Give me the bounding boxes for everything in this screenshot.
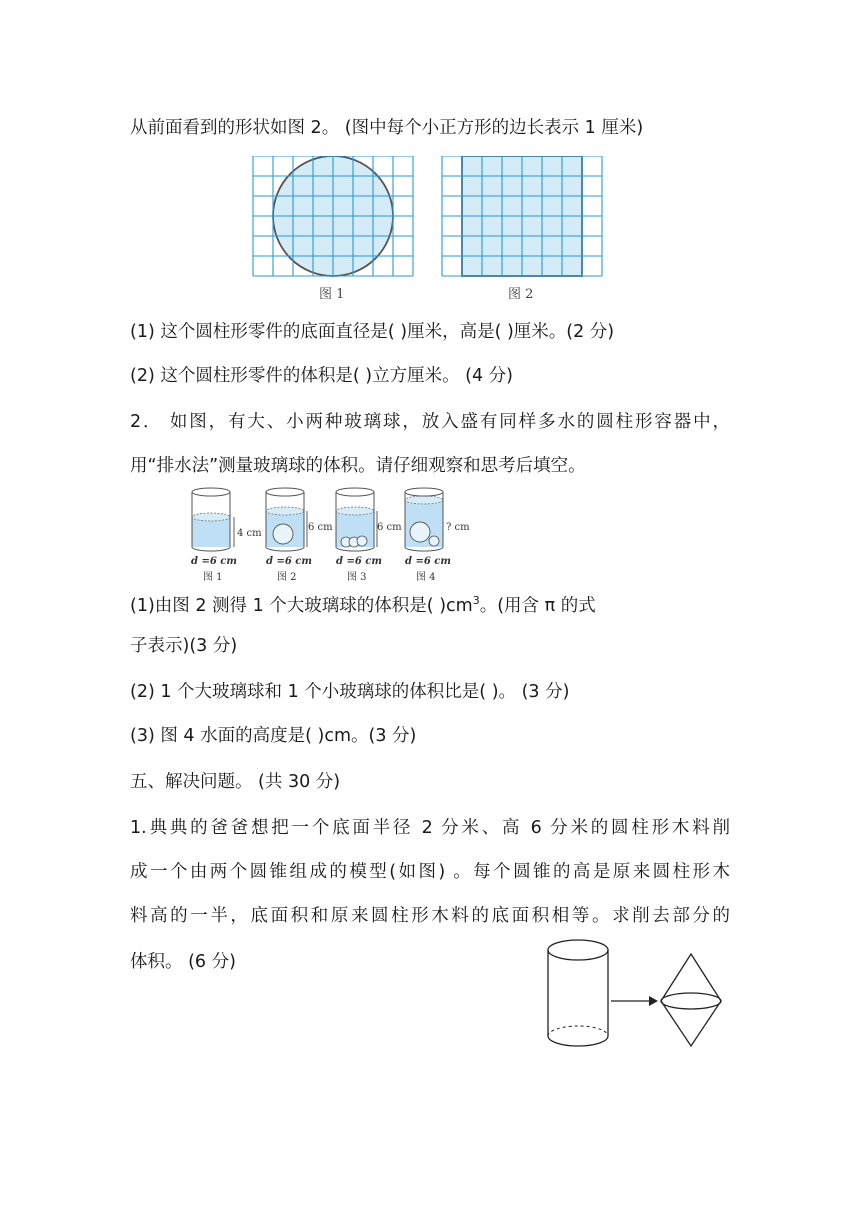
cylinder-to-cones-figure — [540, 934, 730, 1054]
text-front-view: 从前面看到的形状如图 2。 (图中每个小正方形的边长表示 1 厘米) — [130, 118, 644, 138]
figure-2-square-grid — [442, 156, 602, 302]
question-2-1-line-a — [130, 589, 596, 618]
problem-1-line-c: 料高的一半，底面积和原来圆柱形木料的底面积相等。求削去部分的 — [130, 906, 730, 926]
question-1-2: (2) 这个圆柱形零件的体积是( )立方厘米。 (4 分) — [130, 366, 513, 386]
beaker-1 — [191, 488, 262, 583]
beaker-2-height: 6 cm — [308, 522, 333, 533]
grid-figures — [250, 156, 610, 306]
question-2-line-b: 用“排水法”测量玻璃球的体积。请仔细观察和思考后填空。 — [130, 456, 586, 476]
beaker-4 — [405, 488, 470, 583]
beakers-figure — [186, 484, 486, 584]
beaker-1-diameter: d =6 cm — [191, 556, 237, 567]
beaker-1-caption: 图 1 — [203, 572, 223, 583]
question-2-1-pre: (1)由图 2 测得 1 个大玻璃球的体积是( )cm — [130, 595, 473, 616]
figure-2-caption: 图 2 — [508, 287, 534, 302]
question-2-2: (2) 1 个大玻璃球和 1 个小玻璃球的体积比是( )。 (3 分) — [130, 682, 570, 702]
section-5-heading: 五、解决问题。 (共 30 分) — [130, 772, 341, 792]
beaker-2-caption: 图 2 — [277, 572, 297, 583]
beaker-3-height: 6 cm — [377, 522, 402, 533]
figure-1-caption: 图 1 — [319, 287, 345, 302]
cubic-exponent: 3 — [472, 594, 480, 607]
arrow-icon — [611, 996, 658, 1006]
question-2-1-line-b: 子表示)(3 分) — [130, 636, 238, 656]
beaker-2-diameter: d =6 cm — [266, 556, 312, 567]
beaker-3-caption: 图 3 — [347, 572, 367, 583]
beaker-4-caption: 图 4 — [416, 572, 436, 583]
beaker-2 — [266, 488, 333, 583]
question-2-3: (3) 图 4 水面的高度是( )cm。(3 分) — [130, 726, 417, 746]
beaker-4-height: ? cm — [446, 522, 470, 533]
beaker-3 — [336, 488, 402, 583]
question-2-line-a: 2． 如图，有大、小两种玻璃球，放入盛有同样多水的圆柱形容器中， — [130, 412, 730, 432]
beaker-1-height: 4 cm — [237, 528, 262, 539]
problem-1-line-d: 体积。 (6 分) — [130, 952, 236, 972]
question-2-1-post: 。(用含 π 的式 — [479, 595, 596, 616]
problem-1-line-b: 成一个由两个圆锥组成的模型(如图) 。每个圆锥的高是原来圆柱形木 — [130, 862, 730, 882]
question-1-1: (1) 这个圆柱形零件的底面直径是( )厘米，高是( )厘米。(2 分) — [130, 322, 615, 342]
cylinder — [548, 940, 608, 1046]
beaker-4-diameter: d =6 cm — [405, 556, 451, 567]
problem-1-line-a: 1.典典的爸爸想把一个底面半径 2 分米、高 6 分米的圆柱形木料削 — [130, 818, 730, 838]
figure-1-circle-grid — [253, 156, 413, 302]
double-cone — [661, 954, 721, 1046]
beaker-3-diameter: d =6 cm — [336, 556, 382, 567]
